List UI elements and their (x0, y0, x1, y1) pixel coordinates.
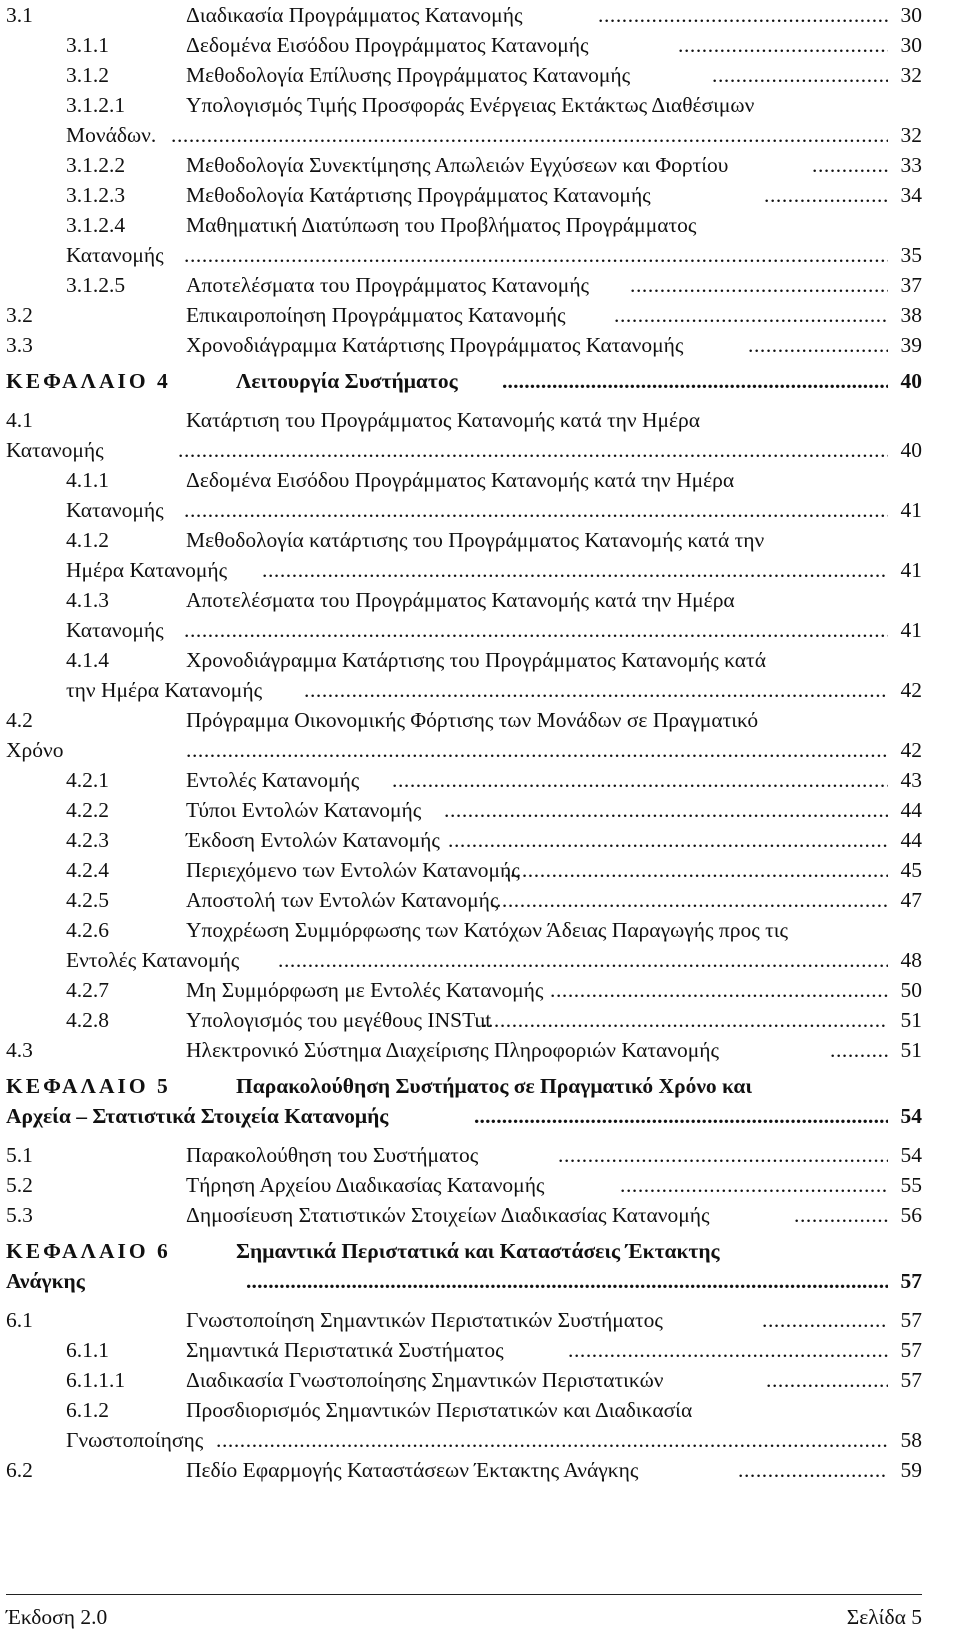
leader-dots (568, 1335, 888, 1365)
entry-number: 6.1 (6, 1308, 33, 1332)
leader-dots (304, 675, 888, 705)
entry-number: 4.2.6 (66, 918, 109, 942)
toc-entry-continuation[interactable] (6, 1425, 922, 1455)
entry-number: 4.2.8 (66, 1008, 109, 1032)
entry-page: 51 (900, 1038, 922, 1062)
entry-page: 37 (900, 273, 922, 297)
leader-dots (550, 975, 888, 1005)
footer-version: Έκδοση 2.0 (6, 1605, 108, 1629)
entry-number: 4.1.4 (66, 648, 109, 672)
entry-title-continuation: Χρόνο (6, 738, 64, 762)
leader-dots (598, 0, 888, 30)
entry-title: Σημαντικά Περιστατικά και Καταστάσεις Έκτακτης (236, 1239, 720, 1263)
toc-entry[interactable] (6, 300, 922, 330)
chapter-entry[interactable] (6, 366, 922, 396)
entry-number: 5.2 (6, 1173, 33, 1197)
toc-entry[interactable] (6, 0, 922, 30)
toc-entry[interactable] (6, 765, 922, 795)
leader-dots (186, 735, 888, 765)
entry-number: 4.1 (6, 408, 33, 432)
entry-title-continuation: Εντολές Κατανομής (66, 948, 240, 972)
toc-entry[interactable] (6, 1140, 922, 1170)
toc-entry[interactable] (6, 1035, 922, 1065)
entry-title: Διαδικασία Γνωστοποίησης Σημαντικών Περιστατικών (186, 1368, 664, 1392)
leader-dots (614, 300, 888, 330)
toc-entry-continuation[interactable] (6, 120, 922, 150)
entry-number: 3.1.2.2 (66, 153, 126, 177)
leader-dots (764, 180, 888, 210)
leader-dots (246, 1266, 888, 1296)
leader-dots (812, 150, 888, 180)
leader-dots (762, 1305, 888, 1335)
toc-entry[interactable] (6, 210, 922, 240)
entry-page: 35 (900, 243, 922, 267)
entry-page: 39 (900, 333, 922, 357)
entry-title: Χρονοδιάγραμμα Κατάρτισης Προγράμματος Κατανομής (186, 333, 684, 357)
entry-page: 54 (900, 1104, 922, 1128)
leader-dots (474, 1101, 888, 1131)
entry-page: 34 (900, 183, 922, 207)
leader-dots (830, 1035, 888, 1065)
entry-title: Μη Συμμόρφωση με Εντολές Κατανομής (186, 978, 544, 1002)
toc-entry[interactable] (6, 525, 922, 555)
entry-title: Τύποι Εντολών Κατανομής (186, 798, 422, 822)
entry-title: Μαθηματική Διατύπωση του Προβλήματος Προγράμματος (186, 213, 697, 237)
toc-entry[interactable] (6, 1395, 922, 1425)
entry-page: 41 (900, 618, 922, 642)
entry-title: Τήρηση Αρχείου Διαδικασίας Κατανομής (186, 1173, 545, 1197)
leader-dots (748, 330, 888, 360)
entry-page: 47 (900, 888, 922, 912)
toc-entry[interactable] (6, 825, 922, 855)
toc-entry[interactable] (6, 405, 922, 435)
chapter-entry-continuation[interactable] (6, 1266, 922, 1296)
entry-page: 44 (900, 798, 922, 822)
entry-title-continuation: Κατανομής (66, 618, 164, 642)
entry-title: Μεθοδολογία Συνεκτίμησης Απωλειών Εγχύσεων και Φορτίου (186, 153, 729, 177)
entry-title: Μεθοδολογία Επίλυσης Προγράμματος Κατανομής (186, 63, 631, 87)
leader-dots (448, 825, 888, 855)
entry-title: Προσδιορισμός Σημαντικών Περιστατικών και Διαδικασία (186, 1398, 693, 1422)
entry-number: 3.1.2 (66, 63, 109, 87)
toc-entry[interactable] (6, 30, 922, 60)
leader-dots (171, 120, 888, 150)
leader-dots (178, 435, 888, 465)
leader-dots (630, 270, 888, 300)
entry-title: Χρονοδιάγραμμα Κατάρτισης του Προγράμματος Κατανομής κατά (186, 648, 766, 672)
leader-dots (620, 1170, 888, 1200)
leader-dots (482, 1005, 888, 1035)
toc-entry[interactable] (6, 705, 922, 735)
entry-title: Δεδομένα Εισόδου Προγράμματος Κατανομής κατά την Ημέρα (186, 468, 735, 492)
toc-entry-continuation[interactable] (6, 945, 922, 975)
entry-title: Ηλεκτρονικό Σύστημα Διαχείρισης Πληροφοριών Κατανομής (186, 1038, 720, 1062)
leader-dots (504, 855, 888, 885)
entry-title-continuation: Ανάγκης (6, 1269, 85, 1293)
entry-title: Πεδίο Εφαρμογής Καταστάσεων Έκτακτης Ανάγκης (186, 1458, 639, 1482)
leader-dots (392, 765, 888, 795)
entry-title-continuation: Μονάδων. (66, 123, 157, 147)
toc-entry[interactable] (6, 90, 922, 120)
entry-number: 5.1 (6, 1143, 33, 1167)
entry-page: 51 (900, 1008, 922, 1032)
leader-dots (738, 1455, 888, 1485)
entry-title: Σημαντικά Περιστατικά Συστήματος (186, 1338, 504, 1362)
entry-page: 48 (900, 948, 922, 972)
toc-entry[interactable] (6, 795, 922, 825)
entry-number: 4.1.3 (66, 588, 109, 612)
leader-dots (558, 1140, 888, 1170)
entry-page: 41 (900, 498, 922, 522)
toc-entry[interactable] (6, 180, 922, 210)
entry-title: Επικαιροποίηση Προγράμματος Κατανομής (186, 303, 566, 327)
entry-number: 6.2 (6, 1458, 33, 1482)
toc-entry[interactable] (6, 270, 922, 300)
entry-number: 4.2.5 (66, 888, 109, 912)
toc-entry[interactable] (6, 465, 922, 495)
entry-title: Υπολογισμός Τιμής Προσφοράς Ενέργειας Εκτάκτως Διαθέσιμων (186, 93, 755, 117)
entry-title: Μεθοδολογία Κατάρτισης Προγράμματος Κατανομής (186, 183, 651, 207)
entry-number: 3.1.2.5 (66, 273, 126, 297)
entry-number: 4.2.7 (66, 978, 109, 1002)
leader-dots (490, 885, 888, 915)
entry-title: Μεθοδολογία κατάρτισης του Προγράμματος Κατανομής κατά την (186, 528, 765, 552)
toc-entry-continuation[interactable] (6, 240, 922, 270)
leader-dots (184, 240, 888, 270)
entry-title: Παρακολούθηση Συστήματος σε Πραγματικό Χρόνο και (236, 1074, 753, 1098)
entry-number: 3.3 (6, 333, 33, 357)
toc-entry[interactable] (6, 330, 922, 360)
entry-page: 57 (900, 1368, 922, 1392)
entry-number: 4.2.3 (66, 828, 109, 852)
footer-rule (6, 1594, 922, 1595)
entry-number: 5.3 (6, 1203, 33, 1227)
entry-page: 57 (900, 1308, 922, 1332)
entry-number: 4.2.1 (66, 768, 109, 792)
entry-page: 44 (900, 828, 922, 852)
toc-entry[interactable] (6, 915, 922, 945)
entry-page: 55 (900, 1173, 922, 1197)
entry-number: 4.2 (6, 708, 33, 732)
entry-title-continuation: Αρχεία – Στατιστικά Στοιχεία Κατανομής (6, 1104, 389, 1128)
entry-page: 33 (900, 153, 922, 177)
entry-title-continuation: Γνωστοποίησης (66, 1428, 204, 1452)
toc-entry[interactable] (6, 975, 922, 1005)
chapter-label: ΚΕΦΑΛΑΙΟ 4 (6, 369, 171, 393)
toc-entry[interactable] (6, 1170, 922, 1200)
toc-entry[interactable] (6, 855, 922, 885)
entry-page: 40 (900, 369, 922, 393)
entry-page: 40 (900, 438, 922, 462)
entry-number: 3.2 (6, 303, 33, 327)
entry-title: Έκδοση Εντολών Κατανομής (186, 828, 440, 852)
entry-title-continuation: την Ημέρα Κατανομής (66, 678, 263, 702)
entry-title-continuation: Κατανομής (66, 243, 164, 267)
leader-dots (444, 795, 888, 825)
toc-entry-continuation[interactable] (6, 435, 922, 465)
toc-entry-continuation[interactable] (6, 615, 922, 645)
entry-title: Περιεχόμενο των Εντολών Κατανομής (186, 858, 520, 882)
entry-title: Αποστολή των Εντολών Κατανομής (186, 888, 499, 912)
entry-number: 4.1.2 (66, 528, 109, 552)
toc-entry[interactable] (6, 1335, 922, 1365)
chapter-entry[interactable] (6, 1071, 922, 1101)
entry-title: Δημοσίευση Στατιστικών Στοιχείων Διαδικασίας Κατανομής (186, 1203, 710, 1227)
entry-number: 3.1 (6, 3, 33, 27)
entry-number: 6.1.1.1 (66, 1368, 126, 1392)
leader-dots (766, 1365, 888, 1395)
entry-page: 41 (900, 558, 922, 582)
entry-title: Υποχρέωση Συμμόρφωσης των Κατόχων Άδειας Παραγωγής προς τις (186, 918, 789, 942)
entry-page: 57 (900, 1338, 922, 1362)
toc-entry-continuation[interactable] (6, 735, 922, 765)
entry-number: 4.1.1 (66, 468, 109, 492)
toc-entry[interactable] (6, 1365, 922, 1395)
entry-title: Παρακολούθηση του Συστήματος (186, 1143, 479, 1167)
toc-entry-continuation[interactable] (6, 495, 922, 525)
entry-title: Κατάρτιση του Προγράμματος Κατανομής κατά την Ημέρα (186, 408, 701, 432)
chapter-entry-continuation[interactable] (6, 1101, 922, 1131)
entry-page: 45 (900, 858, 922, 882)
entry-page: 32 (900, 63, 922, 87)
entry-page: 50 (900, 978, 922, 1002)
toc-entry[interactable] (6, 150, 922, 180)
toc-entry[interactable] (6, 1305, 922, 1335)
entry-number: 3.1.2.4 (66, 213, 126, 237)
toc-entry-continuation[interactable] (6, 555, 922, 585)
leader-dots (278, 945, 888, 975)
entry-number: 4.3 (6, 1038, 33, 1062)
entry-number: 3.1.1 (66, 33, 109, 57)
entry-number: 4.2.2 (66, 798, 109, 822)
toc-entry[interactable] (6, 645, 922, 675)
leader-dots (712, 60, 888, 90)
leader-dots (794, 1200, 888, 1230)
leader-dots (262, 555, 888, 585)
entry-page: 54 (900, 1143, 922, 1167)
entry-page: 57 (900, 1269, 922, 1293)
entry-page: 56 (900, 1203, 922, 1227)
entry-title: Εντολές Κατανομής (186, 768, 360, 792)
entry-page: 43 (900, 768, 922, 792)
toc-entry[interactable] (6, 885, 922, 915)
entry-title: Δεδομένα Εισόδου Προγράμματος Κατανομής (186, 33, 589, 57)
entry-number: 3.1.2.3 (66, 183, 126, 207)
entry-title-continuation: Κατανομής (66, 498, 164, 522)
entry-title: Πρόγραμμα Οικονομικής Φόρτισης των Μονάδων σε Πραγματικό (186, 708, 759, 732)
entry-title: Γνωστοποίηση Σημαντικών Περιστατικών Συστήματος (186, 1308, 663, 1332)
entry-title-continuation: Κατανομής (6, 438, 104, 462)
toc-entry[interactable] (6, 60, 922, 90)
chapter-label: ΚΕΦΑΛΑΙΟ 6 (6, 1239, 171, 1263)
toc-entry[interactable] (6, 1005, 922, 1035)
entry-page: 42 (900, 678, 922, 702)
leader-dots (502, 366, 888, 396)
entry-number: 4.2.4 (66, 858, 109, 882)
toc-entry[interactable] (6, 1200, 922, 1230)
entry-page: 38 (900, 303, 922, 327)
entry-page: 30 (900, 3, 922, 27)
leader-dots (184, 615, 888, 645)
entry-title: Λειτουργία Συστήματος (236, 369, 458, 393)
entry-title: Υπολογισμός του μεγέθους INSTut (186, 1008, 492, 1032)
entry-page: 30 (900, 33, 922, 57)
leader-dots (678, 30, 888, 60)
toc-entry[interactable] (6, 585, 922, 615)
entry-title: Αποτελέσματα του Προγράμματος Κατανομής κατά την Ημέρα (186, 588, 735, 612)
chapter-label: ΚΕΦΑΛΑΙΟ 5 (6, 1074, 171, 1098)
entry-page: 32 (900, 123, 922, 147)
entry-page: 58 (900, 1428, 922, 1452)
entry-number: 3.1.2.1 (66, 93, 126, 117)
leader-dots (216, 1425, 888, 1455)
entry-title-continuation: Ημέρα Κατανομής (66, 558, 228, 582)
entry-page: 59 (900, 1458, 922, 1482)
entry-number: 6.1.1 (66, 1338, 109, 1362)
leader-dots (184, 495, 888, 525)
entry-page: 42 (900, 738, 922, 762)
footer-page-number: Σελίδα 5 (846, 1605, 922, 1629)
toc-entry-continuation[interactable] (6, 675, 922, 705)
entry-title: Διαδικασία Προγράμματος Κατανομής (186, 3, 523, 27)
entry-title: Αποτελέσματα του Προγράμματος Κατανομής (186, 273, 590, 297)
entry-number: 6.1.2 (66, 1398, 109, 1422)
toc-entry[interactable] (6, 1455, 922, 1485)
chapter-entry[interactable] (6, 1236, 922, 1266)
